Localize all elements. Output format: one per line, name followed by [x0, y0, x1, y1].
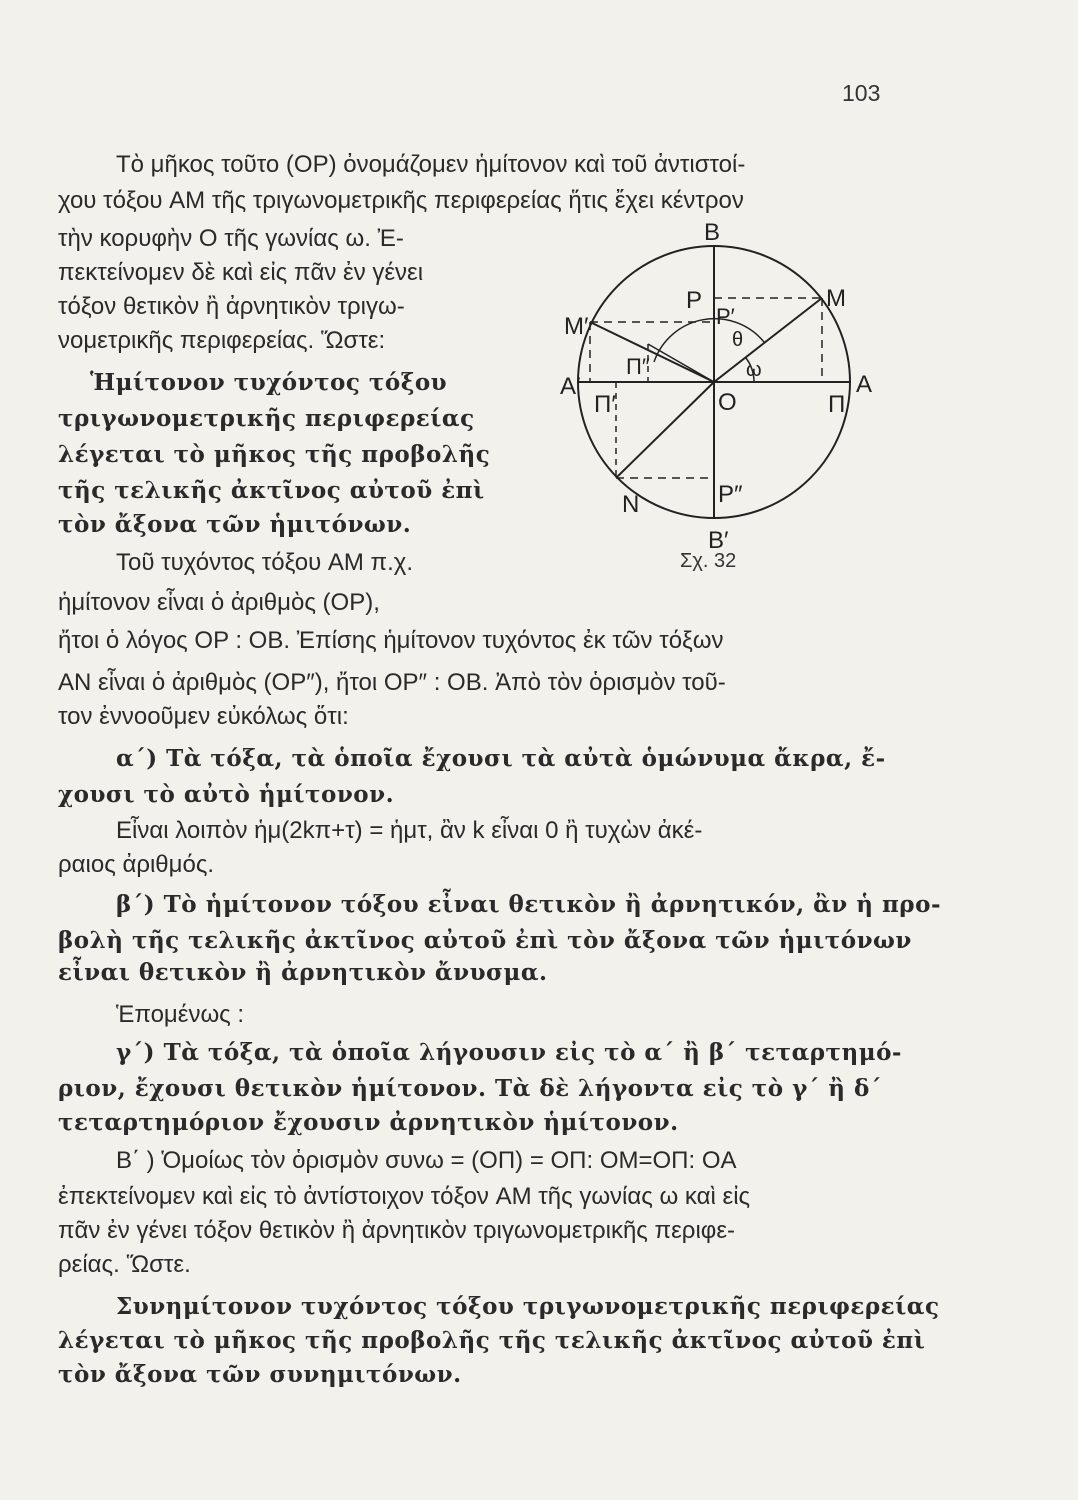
label-B-prime: B′ — [708, 527, 729, 550]
text-line: ἐπεκτείνομεν καὶ εἰς τὸ ἀντίστοιχον τόξον AM τῆς γωνίας ω καὶ εἰς — [58, 1183, 751, 1210]
label-A: A — [856, 371, 873, 398]
definition-line: τριγωνομετρικῆς περιφερείας — [58, 405, 475, 432]
label-P-double: P″ — [718, 481, 743, 508]
text-line: τον ἐννοοῦμεν εὐκόλως ὅτι: — [58, 703, 349, 730]
definition-line: λέγεται τὸ μῆκος τῆς προβολῆς — [58, 441, 491, 468]
label-Pi-prime: Π′ — [594, 391, 616, 418]
text-line: ρείας. Ὥστε. — [58, 1251, 191, 1278]
trig-circle-figure — [560, 210, 890, 550]
text-line: Εἶναι λοιπὸν ἡμ(2kπ+τ) = ἡμτ, ἂν k εἶναι 0 ἢ τυχὼν ἀκέ- — [116, 817, 703, 844]
rule-line: γ΄) Τὰ τόξα, τὰ ὁποῖα λήγουσιν εἰς τὸ α΄ ἢ β΄ τεταρτημό- — [116, 1039, 902, 1066]
text-line: ἤτοι ὁ λόγος OP : OB. Ἐπίσης ἡμίτονον τυχόντος ἐκ τῶν τόξων — [58, 627, 724, 654]
text-line: τόξον θετικὸν ἢ ἀρνητικὸν τριγω- — [58, 293, 405, 320]
definition-line: Ἡμίτονον τυχόντος τόξου — [90, 369, 448, 396]
definition-line: τὸν ἄξονα τῶν συνημιτόνων. — [58, 1361, 462, 1388]
label-A-prime: A′ — [560, 373, 581, 400]
rule-line: β΄) Τὸ ἡμίτονον τόξου εἶναι θετικὸν ἢ ἀρνητικόν, ἂν ἡ προ- — [116, 891, 941, 918]
label-omega: ω — [746, 359, 762, 381]
label-M: M — [826, 285, 846, 312]
label-Pi: Π — [828, 391, 846, 418]
text-line: Τὸ μῆκος τοῦτο (OP) ὀνομάζομεν ἡμίτονον καὶ τοῦ ἀντιστοί- — [116, 151, 746, 178]
radius-ON — [616, 382, 714, 478]
rule-line: εἶναι θετικὸν ἢ ἀρνητικὸν ἄνυσμα. — [58, 959, 548, 986]
text-line: Τοῦ τυχόντος τόξου AM π.χ. — [116, 549, 414, 576]
label-N: N — [622, 491, 640, 518]
definition-line: τῆς τελικῆς ἀκτῖνος αὐτοῦ ἐπὶ — [58, 477, 485, 504]
definition-line: Συνημίτονον τυχόντος τόξου τριγωνομετρικῆς περιφερείας — [116, 1293, 940, 1320]
label-P-prime: P′ — [716, 304, 735, 329]
label-P: P — [686, 287, 703, 314]
text-line: Ἑπομένως : — [116, 1001, 245, 1028]
label-O: O — [718, 389, 737, 416]
text-line: πεκτείνομεν δὲ καὶ εἰς πᾶν ἐν γένει — [58, 259, 424, 286]
radius-inner — [648, 344, 714, 382]
text-line: πᾶν ἐν γένει τόξον θετικὸν ἢ ἀρνητικὸν τριγωνομετρικῆς περιφε- — [58, 1217, 736, 1244]
definition-line: τὸν ἄξονα τῶν ἡμιτόνων. — [58, 511, 412, 538]
rule-line: τεταρτημόριον ἔχουσιν ἀρνητικὸν ἡμίτονον. — [58, 1109, 679, 1136]
label-theta: θ — [732, 329, 744, 351]
text-line: AN εἶναι ὁ ἀριθμὸς (OP″), ἤτοι OP″ : OB. Ἀπὸ τὸν ὁρισμὸν τοῦ- — [58, 669, 726, 696]
label-Pi-double: Π″ — [626, 354, 650, 379]
definition-line: λέγεται τὸ μῆκος τῆς προβολῆς τῆς τελικῆς ἀκτῖνος αὐτοῦ ἐπὶ — [58, 1327, 926, 1354]
page-number: 103 — [842, 80, 881, 106]
text-line: νομετρικῆς περιφερείας. Ὥστε: — [58, 327, 386, 354]
trig-circle-svg — [560, 210, 890, 550]
rule-line: α΄) Τὰ τόξα, τὰ ὁποῖα ἔχουσι τὰ αὐτὰ ὁμώνυμα ἄκρα, ἔ- — [116, 745, 886, 772]
label-M-prime: M′ — [564, 313, 589, 340]
rule-line: βολὴ τῆς τελικῆς ἀκτῖνος αὐτοῦ ἐπὶ τὸν ἄξονα τῶν ἡμιτόνων — [58, 927, 912, 954]
label-B: B — [704, 219, 721, 246]
text-line: ραιος ἀριθμός. — [58, 851, 215, 878]
radius-OM-prime — [590, 322, 714, 382]
figure-caption: Σχ. 32 — [680, 550, 737, 572]
rule-line: χουσι τὸ αὐτὸ ἡμίτονον. — [58, 781, 395, 808]
text-line: χου τόξου AM τῆς τριγωνομετρικῆς περιφερείας ἥτις ἔχει κέντρον — [58, 187, 744, 214]
text-line: τὴν κορυφὴν O τῆς γωνίας ω. Ἐ- — [58, 225, 404, 252]
rule-line: ριον, ἔχουσι θετικὸν ἡμίτονον. Τὰ δὲ λήγοντα εἰς τὸ γ΄ ἢ δ΄ — [58, 1075, 882, 1102]
text-line: Β΄ ) Ὁμοίως τὸν ὁρισμὸν συνω = (OΠ) = OΠ: OM=OΠ: OA — [116, 1147, 737, 1174]
text-line: ἡμίτονον εἶναι ὁ ἀριθμὸς (OP), — [58, 589, 380, 616]
